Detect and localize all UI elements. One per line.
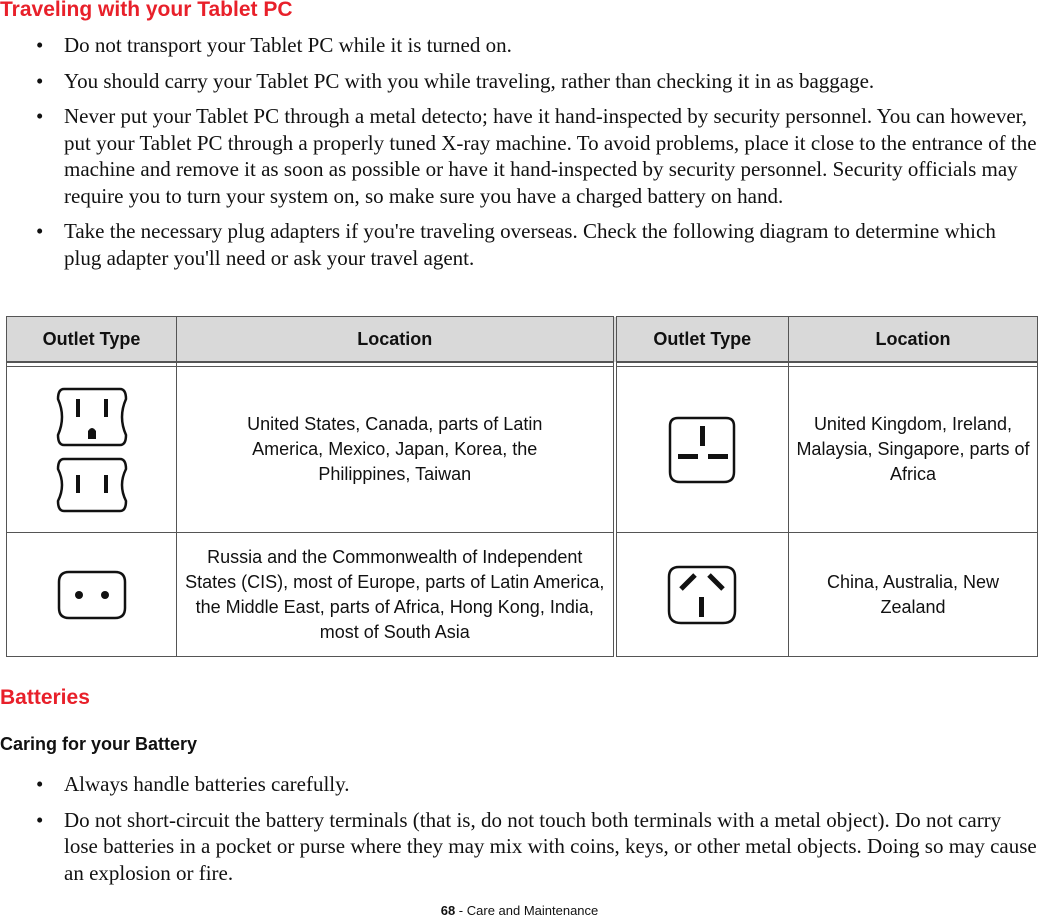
table-row (7, 367, 1038, 533)
header-outlet-type: Outlet Type (615, 317, 789, 363)
outlet-cell (615, 533, 789, 657)
outlet-cell (615, 367, 789, 533)
list-item: • Do not transport your Tablet PC while it is turned on. (36, 33, 512, 57)
list-item: • Never put your Tablet PC through a metal detecto; have it hand-inspected by security personnel. You can however, put your Tablet PC through a properly tuned X-ray machine. To avoid problems, place it close to the entrance of the machine and remove it as soon as possible or have it hand-inspected by security personnel. Security officials may require you to turn your system on, so make sure you have a charged battery on hand. (36, 104, 1037, 208)
outlet-cell (7, 533, 177, 657)
us-two-prong-outlet-icon (54, 455, 130, 515)
footer-text: - Care and Maintenance (455, 903, 599, 918)
plug-adapter-table (6, 316, 1038, 657)
header-location: Location (177, 317, 615, 363)
page-footer (0, 903, 1039, 918)
list-item: • You should carry your Tablet PC with you while traveling, rather than checking it in as baggage. (36, 68, 875, 93)
outlet-cell (7, 367, 177, 533)
list-item: • Take the necessary plug adapters if you're traveling overseas. Check the following diagram to determine which plug adapter you'll need or ask your travel agent. (36, 219, 996, 270)
traveling-bullet-list (0, 32, 1039, 280)
section-title-batteries: Batteries (0, 686, 90, 709)
header-outlet-type: Outlet Type (7, 317, 177, 363)
uk-outlet-icon (666, 414, 738, 486)
europe-round-pin-outlet-icon (55, 568, 129, 622)
australia-outlet-icon (665, 563, 739, 627)
subsection-title-caring: Caring for your Battery (0, 734, 198, 754)
location-cell: United Kingdom, Ireland, Malaysia, Singapore, parts of Africa (789, 367, 1038, 533)
table-header-row (7, 317, 1038, 363)
location-cell: China, Australia, New Zealand (789, 533, 1038, 657)
section-title-traveling: Traveling with your Tablet PC (0, 0, 293, 21)
page-number: 68 (440, 903, 456, 918)
header-location: Location (789, 317, 1038, 363)
list-item: • Always handle batteries carefully. (36, 772, 350, 796)
location-cell: Russia and the Commonwealth of Independent States (CIS), most of Europe, parts of Latin America, the Middle East, parts of Africa, Hong Kong, India, most of South Asia (177, 533, 615, 657)
location-cell: United States, Canada, parts of Latin America, Mexico, Japan, Korea, the Philippines, Taiwan (177, 367, 615, 533)
table-row (7, 533, 1038, 657)
battery-bullet-list (0, 771, 1039, 895)
us-three-prong-outlet-icon (54, 385, 130, 449)
list-item: • Do not short-circuit the battery terminals (that is, do not touch both terminals with a metal object). Do not carry lose batteries in a pocket or purse where they may mix with coins, keys, or other metal objects. Doing so may cause an explosion or fire. (36, 807, 1037, 885)
